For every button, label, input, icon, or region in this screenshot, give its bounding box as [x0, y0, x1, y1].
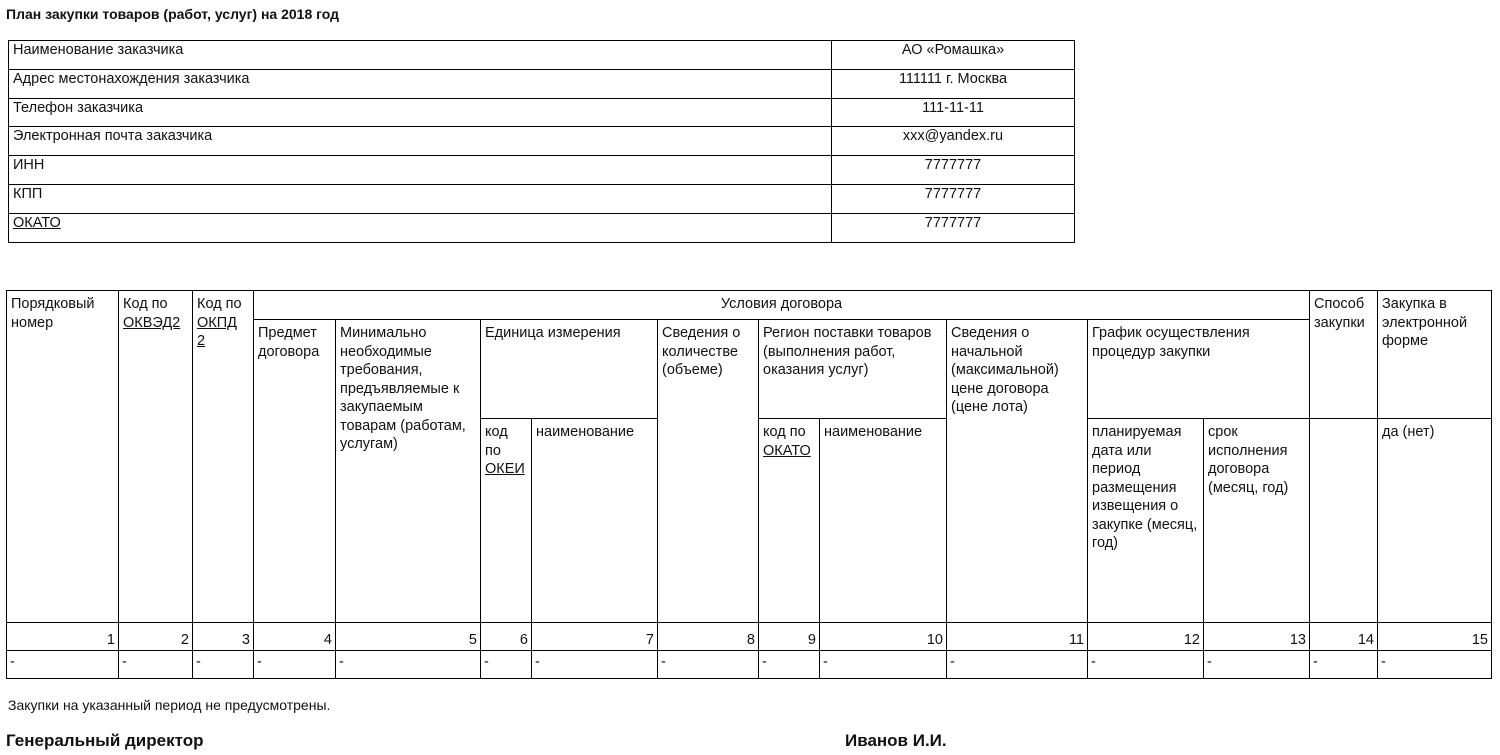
header-schedule: График осуществления процедур закупки [1088, 320, 1310, 419]
column-number: 1 [7, 623, 119, 651]
info-label: Адрес местонахождения заказчика [9, 69, 832, 98]
info-value: xxx@yandex.ru [832, 127, 1075, 156]
customer-info-table [8, 40, 1075, 243]
header-region: Регион поставки товаров (выполнения работ, оказания услуг) [759, 320, 947, 419]
cell-empty: - [481, 651, 532, 679]
cell-empty: - [7, 651, 119, 679]
no-procurement-note: Закупки на указанный период не предусмотрены. [8, 697, 331, 713]
column-number: 9 [759, 623, 820, 651]
info-row [9, 213, 1075, 242]
header-okved: Код по ОКВЭД2 [119, 291, 193, 623]
cell-empty: - [1204, 651, 1310, 679]
header-method-blank [1310, 419, 1378, 623]
header-quantity: Сведения о количестве (объеме) [658, 320, 759, 623]
header-requirements: Минимально необходимые требования, предъявляемые к закупаемым товарам (работам, услугам) [336, 320, 481, 623]
info-label: Наименование заказчика [9, 41, 832, 70]
header-deadline: срок исполнения договора (месяц, год) [1204, 419, 1310, 623]
header-okei: код по ОКЕИ [481, 419, 532, 623]
info-label: ИНН [9, 156, 832, 185]
info-value: 7777777 [832, 184, 1075, 213]
info-row [9, 156, 1075, 185]
table-row [7, 651, 1492, 679]
info-value: 111-11-11 [832, 98, 1075, 127]
signatory-position: Генеральный директор [6, 731, 204, 750]
column-number: 8 [658, 623, 759, 651]
header-okpd: Код по ОКПД 2 [193, 291, 254, 623]
info-row [9, 98, 1075, 127]
signatory-name: Иванов И.И. [845, 731, 947, 750]
page-title: План закупки товаров (работ, услуг) на 2018 год [6, 6, 340, 22]
info-row [9, 41, 1075, 70]
cell-empty: - [1378, 651, 1492, 679]
column-number: 4 [254, 623, 336, 651]
column-number: 6 [481, 623, 532, 651]
info-value: 7777777 [832, 156, 1075, 185]
info-row [9, 127, 1075, 156]
cell-empty: - [759, 651, 820, 679]
info-label: Электронная почта заказчика [9, 127, 832, 156]
info-value: 7777777 [832, 213, 1075, 242]
header-row-1 [7, 291, 1492, 320]
header-conditions: Условия договора [254, 291, 1310, 320]
column-number: 15 [1378, 623, 1492, 651]
header-yes-no: да (нет) [1378, 419, 1492, 623]
info-row [9, 184, 1075, 213]
info-label: Телефон заказчика [9, 98, 832, 127]
cell-empty: - [532, 651, 658, 679]
info-value: 111111 г. Москва [832, 69, 1075, 98]
header-method: Способ закупки [1310, 291, 1378, 419]
header-okato: код по ОКАТО [759, 419, 820, 623]
info-row [9, 69, 1075, 98]
header-num: Порядковый номер [7, 291, 119, 623]
cell-empty: - [947, 651, 1088, 679]
cell-empty: - [1310, 651, 1378, 679]
procurement-plan-table [6, 290, 1492, 679]
cell-empty: - [336, 651, 481, 679]
info-value: АО «Ромашка» [832, 41, 1075, 70]
okato-link[interactable]: ОКАТО [13, 214, 61, 231]
cell-empty: - [820, 651, 947, 679]
info-label: КПП [9, 184, 832, 213]
header-electronic: Закупка в электронной форме [1378, 291, 1492, 419]
column-number: 12 [1088, 623, 1204, 651]
cell-empty: - [658, 651, 759, 679]
column-number: 5 [336, 623, 481, 651]
column-number: 10 [820, 623, 947, 651]
column-number: 3 [193, 623, 254, 651]
column-number: 7 [532, 623, 658, 651]
header-unit: Единица измерения [481, 320, 658, 419]
column-number: 2 [119, 623, 193, 651]
header-region-name: наименование [820, 419, 947, 623]
header-subject: Предмет договора [254, 320, 336, 623]
cell-empty: - [119, 651, 193, 679]
header-price: Сведения о начальной (максимальной) цене договора (цене лота) [947, 320, 1088, 623]
cell-empty: - [254, 651, 336, 679]
cell-empty: - [1088, 651, 1204, 679]
header-unit-name: наименование [532, 419, 658, 623]
cell-empty: - [193, 651, 254, 679]
header-planned-date: планируемая дата или период размещения извещения о закупке (месяц, год) [1088, 419, 1204, 623]
column-number: 14 [1310, 623, 1378, 651]
column-number: 11 [947, 623, 1088, 651]
column-number: 13 [1204, 623, 1310, 651]
column-numbers-row [7, 623, 1492, 651]
